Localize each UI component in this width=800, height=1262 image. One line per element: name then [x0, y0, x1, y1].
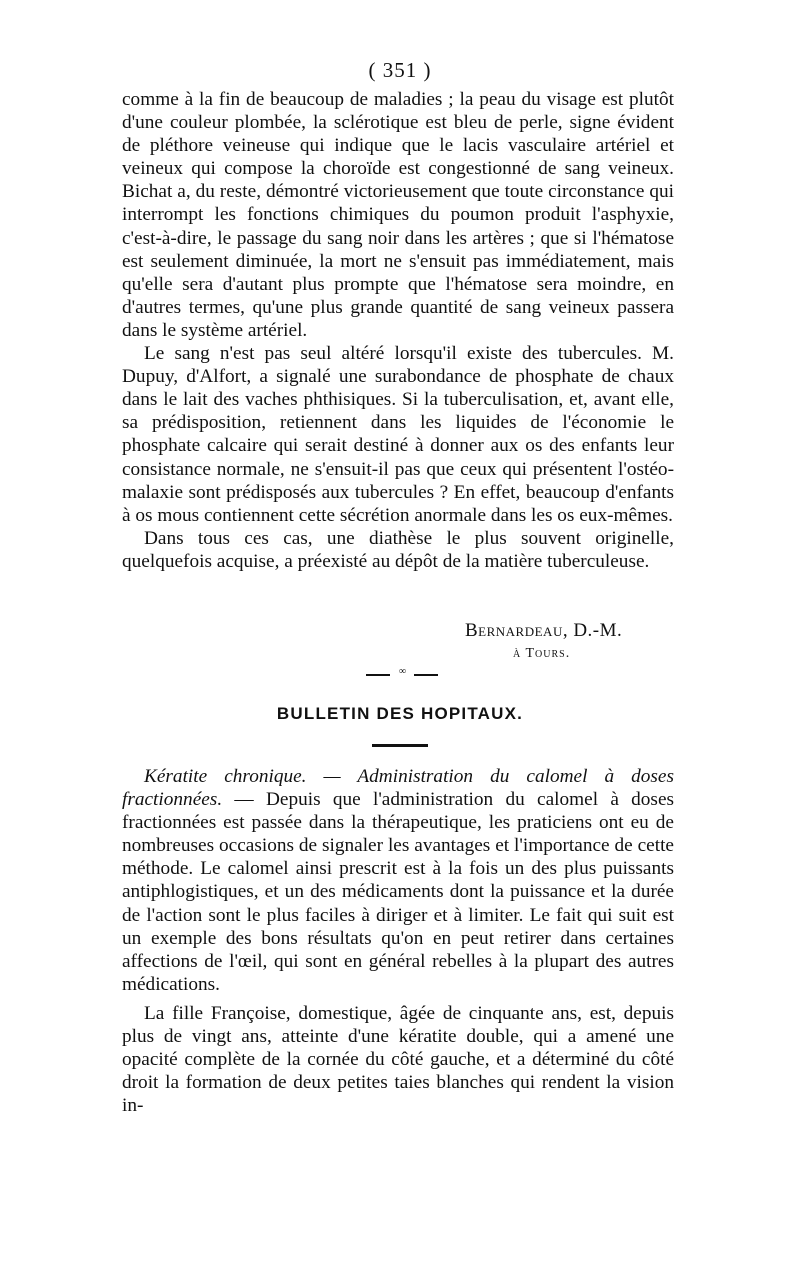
page-number: ( 351 ) [368, 58, 432, 82]
ornament-dots: ∞ [398, 666, 406, 677]
bulletin-paragraph-1 [122, 765, 674, 996]
paragraph-1: comme à la fin de beaucoup de maladies ; la peau du visage est plutôt d'une couleur plombée, la sclérotique est bleu de perle, signe évident de pléthore veineuse qui indique que le lacis vasculaire artériel et veineux qui compose la choroïde est congestionné de sang veineux. Bichat a, du reste, démontré victorieusement que toute circonstance qui interrompt les fonctions chimiques du poumon produit l'asphyxie, c'est-à-dire, le passage du sang noir dans les artères ; que si l'hématose est seulement diminuée, la mort ne s'ensuit pas immédiatement, mais qu'elle sera d'autant plus prompte que l'hématose sera moindre, en d'autres termes, qu'une plus grande quantité de sang veineux passera dans le système artériel. [122, 89, 674, 341]
bulletin-paragraph-2: La fille Françoise, domestique, âgée de cinquante ans, est, depuis plus de vingt ans, atteinte d'une kératite double, qui a amené une opacité complète de la cornée du côté gauche, et a déterminé du côté droit la formation de deux petites taies blanches qui rendent la vision in- [122, 1002, 674, 1117]
section-heading: BULLETIN DES HOPITAUX. [276, 704, 524, 723]
author-place: à Tours. [513, 646, 571, 661]
case-title: Kératite chronique. — Administration du calomel à doses fractionnées. [122, 766, 674, 811]
case-intro-text: — Depuis que l'administration du calomel à doses fractionnées est passée dans la thérapeutique, les praticiens ont eu de nombreuses occasions de signaler les avantages et l'importance de cette méthode. Le calomel ainsi prescrit est à la fois un des plus puissants antiphlogistiques, et un des médicaments dont la puissance et la durée de l'action sont le plus faciles à diriger et à limiter. Le fait qui suit est un exemple des bons résultats qu'on en peut retirer dans certaines affections de l'œil, qui sont en général rebelles à la plupart des autres médications. [122, 789, 674, 995]
hospital-bulletin [122, 765, 674, 1117]
paragraph-2: Le sang n'est pas seul altéré lorsqu'il existe des tubercules. M. Dupuy, d'Alfort, a signalé une surabondance de phosphate de chaux dans le lait des vaches phthisiques. Si la tuberculisation, et, avant elle, sa prédisposition, retiennent dans les liquides de l'économie le phosphate calcaire qui serait destiné à donner aux os des enfants leur consistance normale, ne s'ensuit-il pas que ceux qui présentent l'ostéo-malaxie sont prédisposés aux tubercules ? En effet, beaucoup d'enfants à os mous contiennent cette sécrétion anormale dans les os eux-mêmes. [122, 343, 674, 526]
section-ornament [366, 666, 438, 678]
paragraph-3: Dans tous ces cas, une diathèse le plus souvent originelle, quelquefois acquise, a préexisté au dépôt de la matière tuberculeuse. [122, 527, 674, 572]
ornament-line-left [366, 674, 390, 676]
ornament-line-right [414, 674, 438, 676]
article-continuation [122, 88, 674, 573]
author-signature [465, 619, 675, 665]
author-name: Bernardeau, D.-M. [465, 620, 623, 641]
heading-rule [372, 744, 428, 747]
